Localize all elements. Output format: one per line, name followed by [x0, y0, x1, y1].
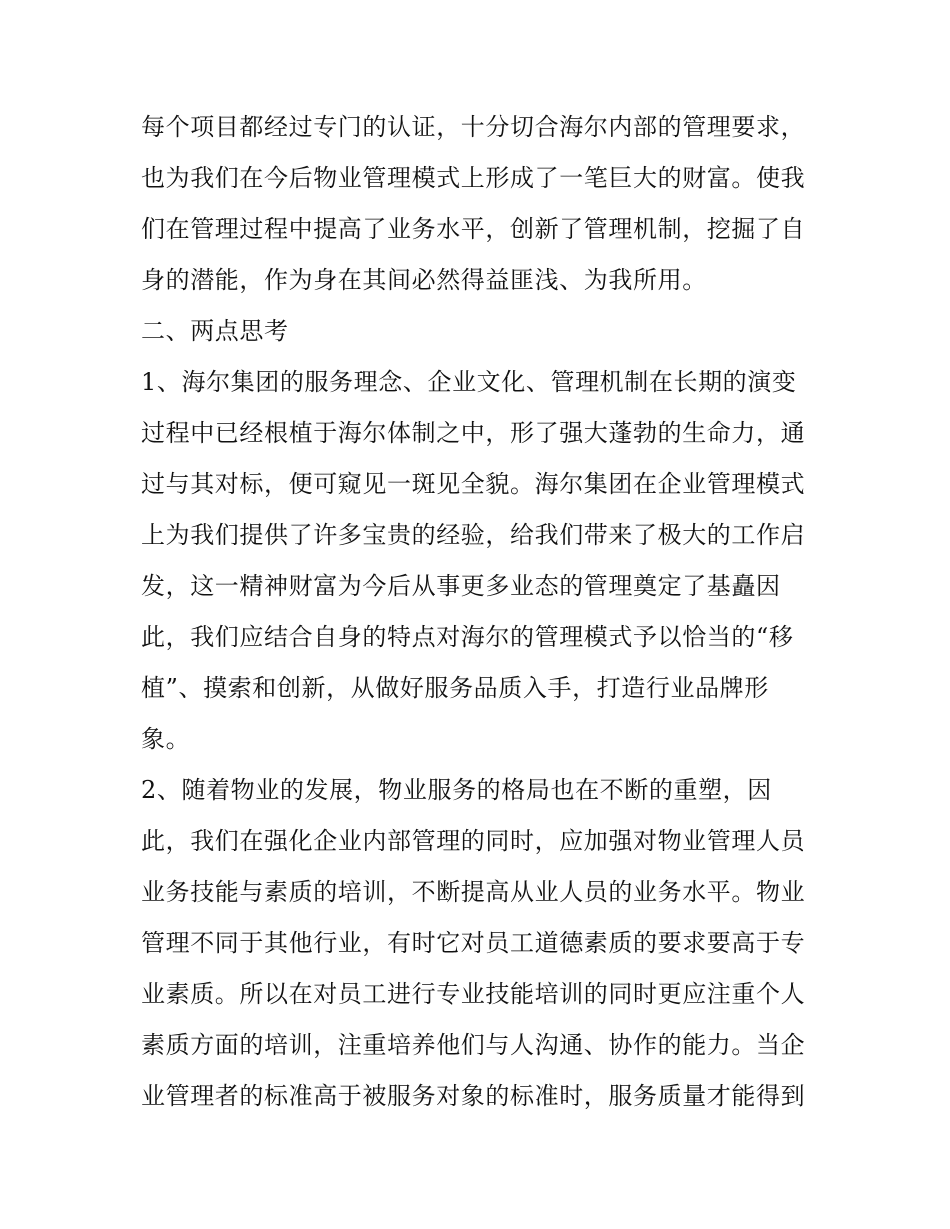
text-line: 也为我们在今后物业管理模式上形成了一笔巨大的财富。使我	[141, 164, 806, 192]
text-line: 象。	[141, 725, 191, 753]
text-line: 此，我们在强化企业内部管理的同时，应加强对物业管理人员	[141, 827, 806, 855]
text-line: 2、随着物业的发展，物业服务的格局也在不断的重塑，因	[141, 776, 772, 804]
text-line: 们在管理过程中提高了业务水平，创新了管理机制，挖掘了自	[141, 215, 806, 243]
text-line: 业素质。所以在对员工进行专业技能培训的同时更应注重个人	[141, 980, 806, 1008]
text-line: 素质方面的培训，注重培养他们与人沟通、协作的能力。当企	[141, 1031, 806, 1059]
text-line: 此，我们应结合自身的特点对海尔的管理模式予以恰当的“移	[141, 623, 794, 651]
text-line: 过与其对标，便可窥见一斑见全貌。海尔集团在企业管理模式	[141, 470, 806, 498]
text-line: 发，这一精神财富为今后从事更多业态的管理奠定了基矗因	[141, 572, 781, 600]
text-line: 过程中已经根植于海尔体制之中，形了强大蓬勃的生命力，通	[141, 419, 806, 447]
text-line: 1、海尔集团的服务理念、企业文化、管理机制在长期的演变	[141, 368, 797, 396]
text-line: 上为我们提供了许多宝贵的经验，给我们带来了极大的工作启	[141, 521, 806, 549]
text-line: 植”、摸索和创新，从做好服务品质入手，打造行业品牌形	[141, 674, 769, 702]
text-line: 身的潜能，作为身在其间必然得益匪浅、为我所用。	[141, 266, 707, 294]
text-line: 业务技能与素质的培训，不断提高从业人员的业务水平。物业	[141, 878, 806, 906]
section-heading: 二、两点思考	[141, 317, 289, 345]
body-text	[141, 102, 821, 1122]
text-line: 每个项目都经过专门的认证，十分切合海尔内部的管理要求，	[141, 113, 806, 141]
text-line: 管理不同于其他行业，有时它对员工道德素质的要求要高于专	[141, 929, 806, 957]
text-line: 业管理者的标准高于被服务对象的标准时，服务质量才能得到	[141, 1082, 806, 1110]
